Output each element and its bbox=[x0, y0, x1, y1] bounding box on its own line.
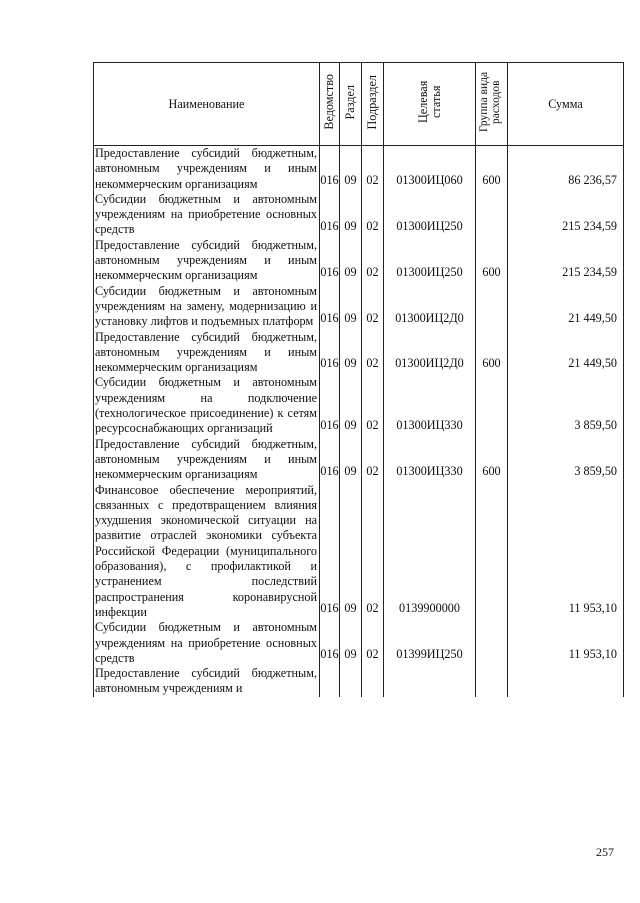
cell-target: 0139900000 bbox=[384, 483, 476, 621]
cell-sum: 11 953,10 bbox=[508, 483, 624, 621]
cell-group: 600 bbox=[476, 437, 508, 483]
cell-group bbox=[476, 620, 508, 666]
table-row bbox=[94, 666, 624, 697]
cell-subsection: 02 bbox=[362, 620, 384, 666]
table-row bbox=[94, 375, 624, 436]
cell-name: Предоставление субсидий бюджетным, автономным учреждениям и иным некоммерческим организациям bbox=[94, 146, 320, 192]
cell-sum: 21 449,50 bbox=[508, 284, 624, 330]
budget-table bbox=[93, 62, 624, 697]
cell-target: 01300ИЦ250 bbox=[384, 192, 476, 238]
header-dept: Ведомство bbox=[320, 63, 340, 146]
table-row bbox=[94, 146, 624, 192]
cell-target: 01300ИЦ060 bbox=[384, 146, 476, 192]
cell-subsection: 02 bbox=[362, 192, 384, 238]
cell-dept: 016 bbox=[320, 375, 340, 436]
cell-section: 09 bbox=[340, 483, 362, 621]
table-row bbox=[94, 330, 624, 376]
cell-sum: 11 953,10 bbox=[508, 620, 624, 666]
header-group: Группа вида расходов bbox=[476, 63, 508, 146]
cell-subsection: 02 bbox=[362, 284, 384, 330]
cell-dept: 016 bbox=[320, 284, 340, 330]
cell-name: Субсидии бюджетным и автономным учреждениям на приобретение основных средств bbox=[94, 192, 320, 238]
cell-group: 600 bbox=[476, 146, 508, 192]
cell-subsection: 02 bbox=[362, 375, 384, 436]
header-name: Наименование bbox=[94, 63, 320, 146]
cell-name: Субсидии бюджетным и автономным учреждениям на подключение (технологическое присоединение) к сетям ресурсоснабжающих организаций bbox=[94, 375, 320, 436]
cell-dept: 016 bbox=[320, 620, 340, 666]
cell-target: 01300ИЦ330 bbox=[384, 437, 476, 483]
cell-sum: 86 236,57 bbox=[508, 146, 624, 192]
cell-name: Субсидии бюджетным и автономным учреждениям на приобретение основных средств bbox=[94, 620, 320, 666]
page-number: 257 bbox=[596, 845, 614, 859]
cell-section bbox=[340, 666, 362, 697]
cell-section: 09 bbox=[340, 437, 362, 483]
table-row bbox=[94, 238, 624, 284]
cell-name: Предоставление субсидий бюджетным, автономным учреждениям и иным некоммерческим организациям bbox=[94, 437, 320, 483]
cell-name: Предоставление субсидий бюджетным, автономным учреждениям и bbox=[94, 666, 320, 697]
cell-target: 01300ИЦ330 bbox=[384, 375, 476, 436]
cell-sum: 215 234,59 bbox=[508, 238, 624, 284]
header-sum: Сумма bbox=[508, 63, 624, 146]
cell-dept: 016 bbox=[320, 437, 340, 483]
cell-section: 09 bbox=[340, 284, 362, 330]
table-row bbox=[94, 483, 624, 621]
cell-target bbox=[384, 666, 476, 697]
cell-sum: 3 859,50 bbox=[508, 437, 624, 483]
cell-target: 01300ИЦ2Д0 bbox=[384, 284, 476, 330]
cell-group bbox=[476, 483, 508, 621]
header-target: Целевая статья bbox=[384, 63, 476, 146]
cell-name: Предоставление субсидий бюджетным, автономным учреждениям и иным некоммерческим организациям bbox=[94, 238, 320, 284]
cell-subsection: 02 bbox=[362, 437, 384, 483]
cell-section: 09 bbox=[340, 146, 362, 192]
cell-group: 600 bbox=[476, 238, 508, 284]
cell-sum: 215 234,59 bbox=[508, 192, 624, 238]
cell-group bbox=[476, 375, 508, 436]
cell-subsection: 02 bbox=[362, 238, 384, 284]
cell-sum bbox=[508, 666, 624, 697]
table-row bbox=[94, 284, 624, 330]
cell-subsection: 02 bbox=[362, 330, 384, 376]
cell-section: 09 bbox=[340, 192, 362, 238]
cell-group bbox=[476, 192, 508, 238]
cell-subsection: 02 bbox=[362, 146, 384, 192]
header-subsection: Подраздел bbox=[362, 63, 384, 146]
cell-target: 01300ИЦ250 bbox=[384, 238, 476, 284]
table-row bbox=[94, 437, 624, 483]
cell-target: 01300ИЦ2Д0 bbox=[384, 330, 476, 376]
cell-dept: 016 bbox=[320, 238, 340, 284]
cell-dept: 016 bbox=[320, 192, 340, 238]
cell-subsection bbox=[362, 666, 384, 697]
cell-target: 01399ИЦ250 bbox=[384, 620, 476, 666]
cell-section: 09 bbox=[340, 375, 362, 436]
cell-name: Предоставление субсидий бюджетным, автономным учреждениям и иным некоммерческим организациям bbox=[94, 330, 320, 376]
cell-section: 09 bbox=[340, 620, 362, 666]
cell-dept: 016 bbox=[320, 146, 340, 192]
cell-name: Финансовое обеспечение мероприятий, связанных с предотвращением влияния ухудшения экономической ситуации на развитие отраслей экономики субъекта Российской Федерации (муниципального образования), с профилактикой и устранением последствий распространения коронавирусной инфекции bbox=[94, 483, 320, 621]
cell-subsection: 02 bbox=[362, 483, 384, 621]
cell-group: 600 bbox=[476, 330, 508, 376]
cell-dept: 016 bbox=[320, 330, 340, 376]
cell-group bbox=[476, 666, 508, 697]
table-row bbox=[94, 620, 624, 666]
table-header-row bbox=[94, 63, 624, 146]
cell-dept bbox=[320, 666, 340, 697]
cell-group bbox=[476, 284, 508, 330]
table-row bbox=[94, 192, 624, 238]
cell-section: 09 bbox=[340, 238, 362, 284]
cell-name: Субсидии бюджетным и автономным учреждениям на замену, модернизацию и установку лифтов и подъемных платформ bbox=[94, 284, 320, 330]
header-section: Раздел bbox=[340, 63, 362, 146]
cell-section: 09 bbox=[340, 330, 362, 376]
cell-sum: 21 449,50 bbox=[508, 330, 624, 376]
cell-dept: 016 bbox=[320, 483, 340, 621]
cell-sum: 3 859,50 bbox=[508, 375, 624, 436]
